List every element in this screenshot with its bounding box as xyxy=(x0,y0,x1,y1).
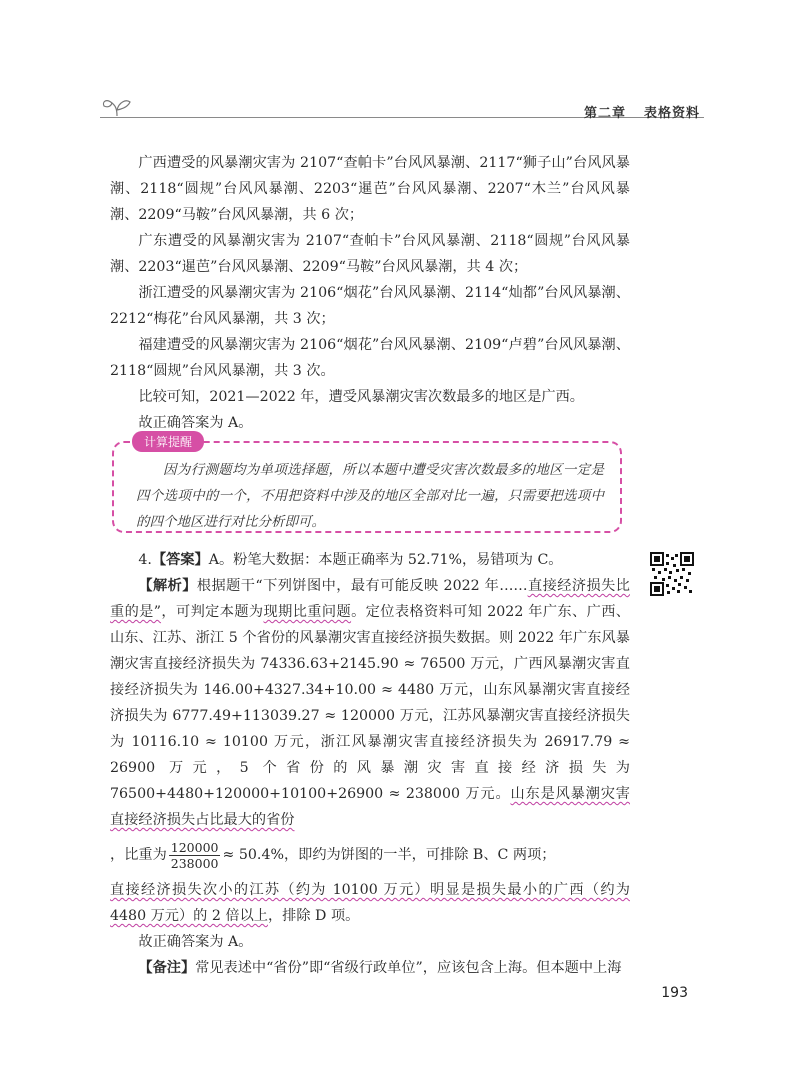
chapter-number: 第二章 xyxy=(583,106,626,121)
section-title: 表格资料 xyxy=(643,106,700,121)
highlight-shandong: 山东是风暴潮灾害直接经济损失占比最大的省份 xyxy=(110,786,630,828)
answer-tag: 【答案】 xyxy=(151,552,209,568)
analysis-paragraph xyxy=(110,573,630,833)
conclusion: 故正确答案为 A。 xyxy=(138,934,253,950)
province-comparison-block xyxy=(110,150,630,436)
analysis-text-g: ，比重为 xyxy=(110,847,167,863)
highlight-question-type: 现期比重问题 xyxy=(263,604,352,620)
tip-label: 计算提醒 xyxy=(132,431,204,452)
paragraph-comparison: 比较可知，2021—2022 年，遭受风暴潮灾害次数最多的地区是广西。 xyxy=(138,389,584,405)
paragraph-guangdong: 广东遭受的风暴潮灾害为 2107“查帕卡”台风风暴潮、2118“圆规”台风风暴潮、2203“暹芭”台风风暴潮、2209“马鞍”台风风暴潮，共 4 次； xyxy=(110,233,630,275)
analysis-text-e: 。定位表格资料可知 2022 年广东、广西、山东、江苏、浙江 5 个省份的风暴潮灾害直接经济损失数据。则 2022 年广东风暴潮灾害直接经济损失为 74336.63+2145.90 ≈ 76500 万元，广西风暴潮灾害直接经济损失为 146.00+4327.34+10.00 ≈ 4480 万元，山东风暴潮灾害直接经济损失为 6777.49+113039.27 ≈ 120000 万元，江苏风暴潮灾害直接经济损失为 10116.10 ≈ 10100 万元，浙江风暴潮灾害直接经济损失为 26917.79 ≈ 26900 万元，5 个省份的风暴潮灾害直接经济损失为 76500+4480+120000+10100+26900 ≈ 238000 万元。 xyxy=(110,604,630,802)
fraction-numerator: 120000 xyxy=(170,839,219,855)
paragraph-guangxi: 广西遭受的风暴潮灾害为 2107“查帕卡”台风风暴潮、2117“狮子山”台风风暴潮、2118“圆规”台风风暴潮、2203“暹芭”台风风暴潮、2207“木兰”台风风暴潮、2209“马鞍”台风风暴潮，共 6 次； xyxy=(110,155,630,223)
question-4-block xyxy=(110,547,630,981)
analysis-text-a: 根据题干“下列饼图中，最有可能反映 2022 年…… xyxy=(196,578,528,594)
analysis-text-j: ，排除 D 项。 xyxy=(267,908,360,924)
page-header xyxy=(0,0,800,140)
answer-text: A。粉笔大数据：本题正确率为 52.71%，易错项为 C。 xyxy=(208,552,563,568)
jiangsu-line xyxy=(110,877,630,929)
ratio-fraction xyxy=(169,840,221,871)
tip-text: 因为行测题均为单项选择题，所以本题中遭受灾害次数最多的地区一定是四个选项中的一个，不用把资料中涉及的地区全部对比一遍，只需要把选项中的四个地区进行对比分析即可。 xyxy=(136,462,604,530)
analysis-text-h: ≈ 50.4%，即约为饼图的一半，可排除 B、C 两项； xyxy=(222,847,556,863)
question-number: 4. xyxy=(138,552,152,568)
paragraph-zhejiang: 浙江遭受的风暴潮灾害为 2106“烟花”台风风暴潮、2114“灿都”台风风暴潮、2212“梅花”台风风暴潮，共 3 次； xyxy=(110,285,630,327)
ratio-line xyxy=(110,833,630,877)
answer-line xyxy=(110,547,630,573)
chapter-title xyxy=(584,102,700,121)
leaf-icon xyxy=(100,96,134,118)
paragraph-answer-a: 故正确答案为 A。 xyxy=(138,415,253,431)
paragraph-fujian: 福建遭受的风暴潮灾害为 2106“烟花”台风风暴潮、2109“卢碧”台风风暴潮、2118“圆规”台风风暴潮，共 3 次。 xyxy=(110,337,630,379)
qr-code-icon[interactable] xyxy=(650,552,694,596)
note-text: 常见表述中“省份”即“省级行政单位”，应该包含上海。但本题中上海 xyxy=(195,960,622,976)
note-paragraph xyxy=(110,955,630,981)
analysis-tag: 【解析】 xyxy=(138,578,197,594)
page-number: 193 xyxy=(661,985,688,1001)
highlight-pie-chart: 直接经济损失比重的是” xyxy=(110,578,630,620)
analysis-text-c: ，可判定本题为 xyxy=(161,604,264,620)
fraction-denominator: 238000 xyxy=(170,855,219,871)
highlight-jiangsu: 直接经济损失次小的江苏（约为 10100 万元）明显是损失最小的广西（约为 4480 万元）的 2 倍以上 xyxy=(110,882,630,924)
note-tag: 【备注】 xyxy=(138,960,196,976)
calculation-tip-box xyxy=(112,435,622,533)
